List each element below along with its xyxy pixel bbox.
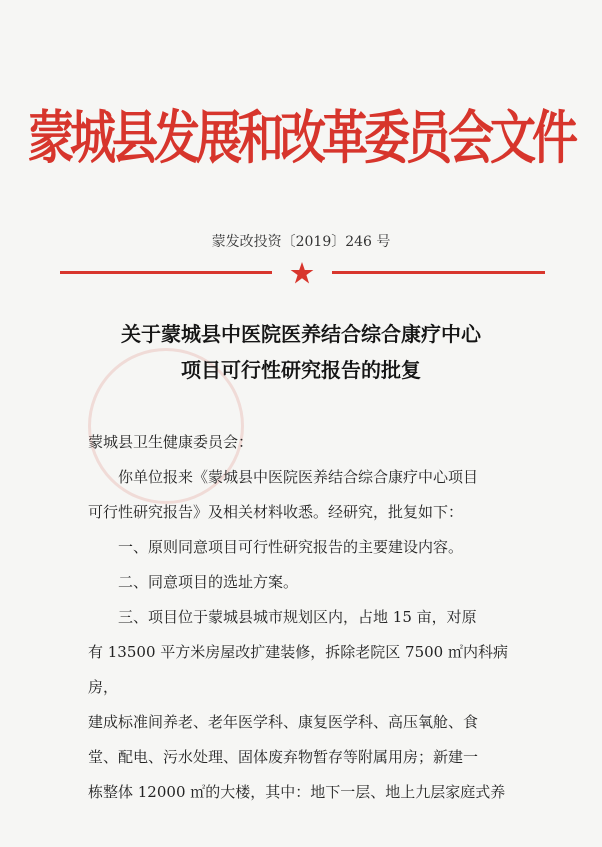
text-line: 建成标准间养老、老年医学科、康复医学科、高压氧舱、食 [88, 713, 479, 731]
text-line: 可行性研究报告》及相关材料收悉。经研究，批复如下： [88, 503, 464, 521]
text-line: 有 13500 平方米房屋改扩建装修，拆除老院区 7500 ㎡内科病房， [88, 643, 508, 696]
item-3 [88, 600, 528, 810]
paragraph-intro [88, 460, 528, 530]
text-line: 堂、配电、污水处理、固体废弃物暂存等附属用房；新建一 [88, 748, 479, 766]
item-1: 一、原则同意项目可行性研究报告的主要建设内容。 [118, 538, 464, 556]
star-icon [290, 262, 314, 284]
salutation: 蒙城县卫生健康委员会： [88, 433, 254, 451]
document-title-line-1: 关于蒙城县中医院医养结合综合康疗中心 [121, 322, 481, 346]
divider-line-right [332, 271, 545, 274]
document-number: 蒙发改投资〔2019〕246 号 [211, 234, 391, 250]
item-2: 二、同意项目的选址方案。 [118, 573, 299, 591]
masthead-title: 蒙城县发展和改革委员会文件 [28, 103, 574, 172]
text-line: 栋整体 12000 ㎡的大楼，其中：地下一层、地上九层家庭式养 [88, 783, 506, 801]
text-line: 三、项目位于蒙城县城市规划区内，占地 15 亩，对原 [118, 608, 477, 626]
divider-line-left [60, 271, 272, 274]
document-title-line-2: 项目可行性研究报告的批复 [181, 358, 421, 382]
red-divider [60, 262, 545, 282]
text-line: 你单位报来《蒙城县中医院医养结合综合康疗中心项目 [118, 468, 479, 486]
